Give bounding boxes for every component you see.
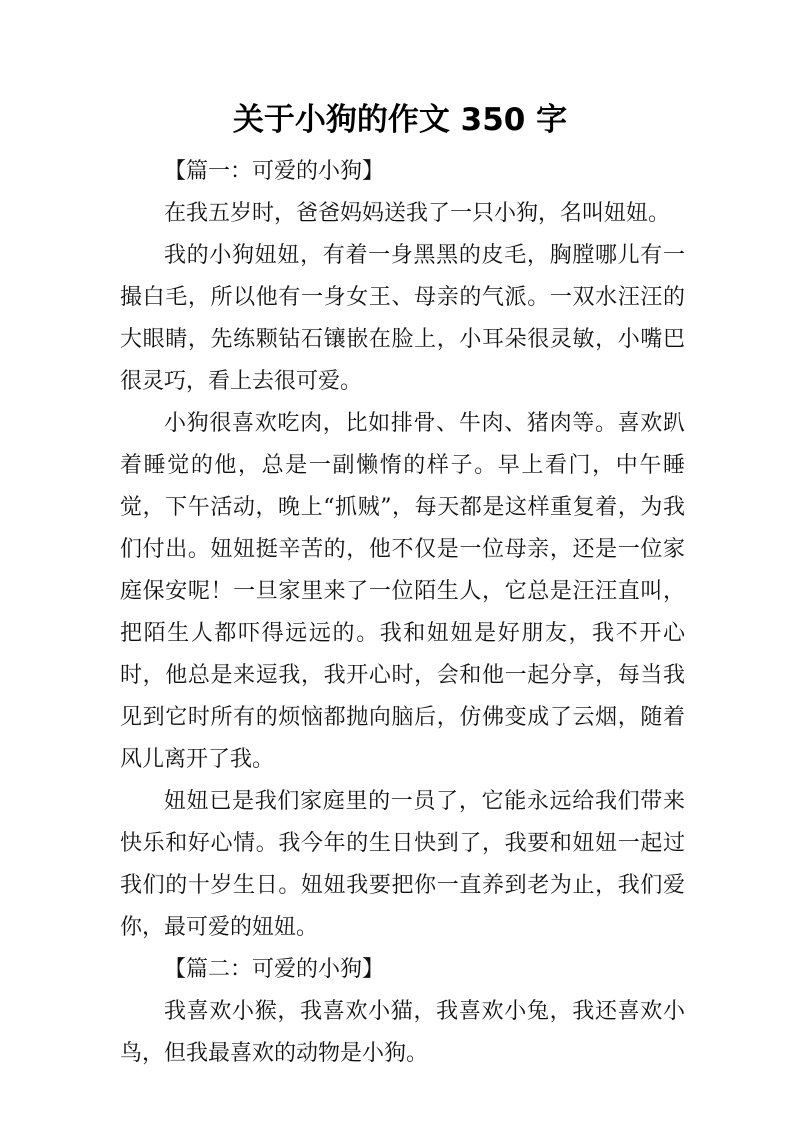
paragraph-1-3: 小狗很喜欢吃肉，比如排骨、牛肉、猪肉等。喜欢趴着睡觉的他，总是一副懒惰的样子。早上看门，中午睡觉，下午活动，晚上“抓贼”，每天都是这样重复着，为我们付出。妞妞挺辛苦的，他不仅是一位母亲，还是一位家庭保安呢！一旦家里来了一位陌生人，它总是汪汪直叫，把陌生人都吓得远远的。我和妞妞是好朋友，我不开心时，他总是来逗我，我开心时，会和他一起分享，每当我见到它时所有的烦恼都抛向脑后，仿佛变成了云烟，随着风儿离开了我。: [120, 411, 685, 772]
document-title: 关于小狗的作文 350 字: [232, 102, 568, 138]
section-heading-1: 【篇一：可爱的小狗】: [164, 159, 385, 184]
paragraph-2-1: 我喜欢小猴，我喜欢小猫，我喜欢小兔，我还喜欢小鸟，但我最喜欢的动物是小狗。: [120, 999, 685, 1066]
paragraph-1-2: 我的小狗妞妞，有着一身黑黑的皮毛，胸膛哪儿有一撮白毛，所以他有一身女王、母亲的气派。一双水汪汪的大眼睛，先练颗钻石镶嵌在脸上，小耳朵很灵敏，小嘴巴很灵巧，看上去很可爱。: [120, 243, 685, 394]
paragraph-1-4: 妞妞已是我们家庭里的一员了，它能永远给我们带来快乐和好心情。我今年的生日快到了，我要和妞妞一起过我们的十岁生日。妞妞我要把你一直养到老为止，我们爱你，最可爱的妞妞。: [120, 789, 685, 940]
paragraph-1-1: 在我五岁时，爸爸妈妈送我了一只小狗，名叫妞妞。: [164, 201, 671, 226]
document-body: [120, 151, 685, 1075]
section-heading-2: 【篇二：可爱的小狗】: [164, 957, 385, 982]
